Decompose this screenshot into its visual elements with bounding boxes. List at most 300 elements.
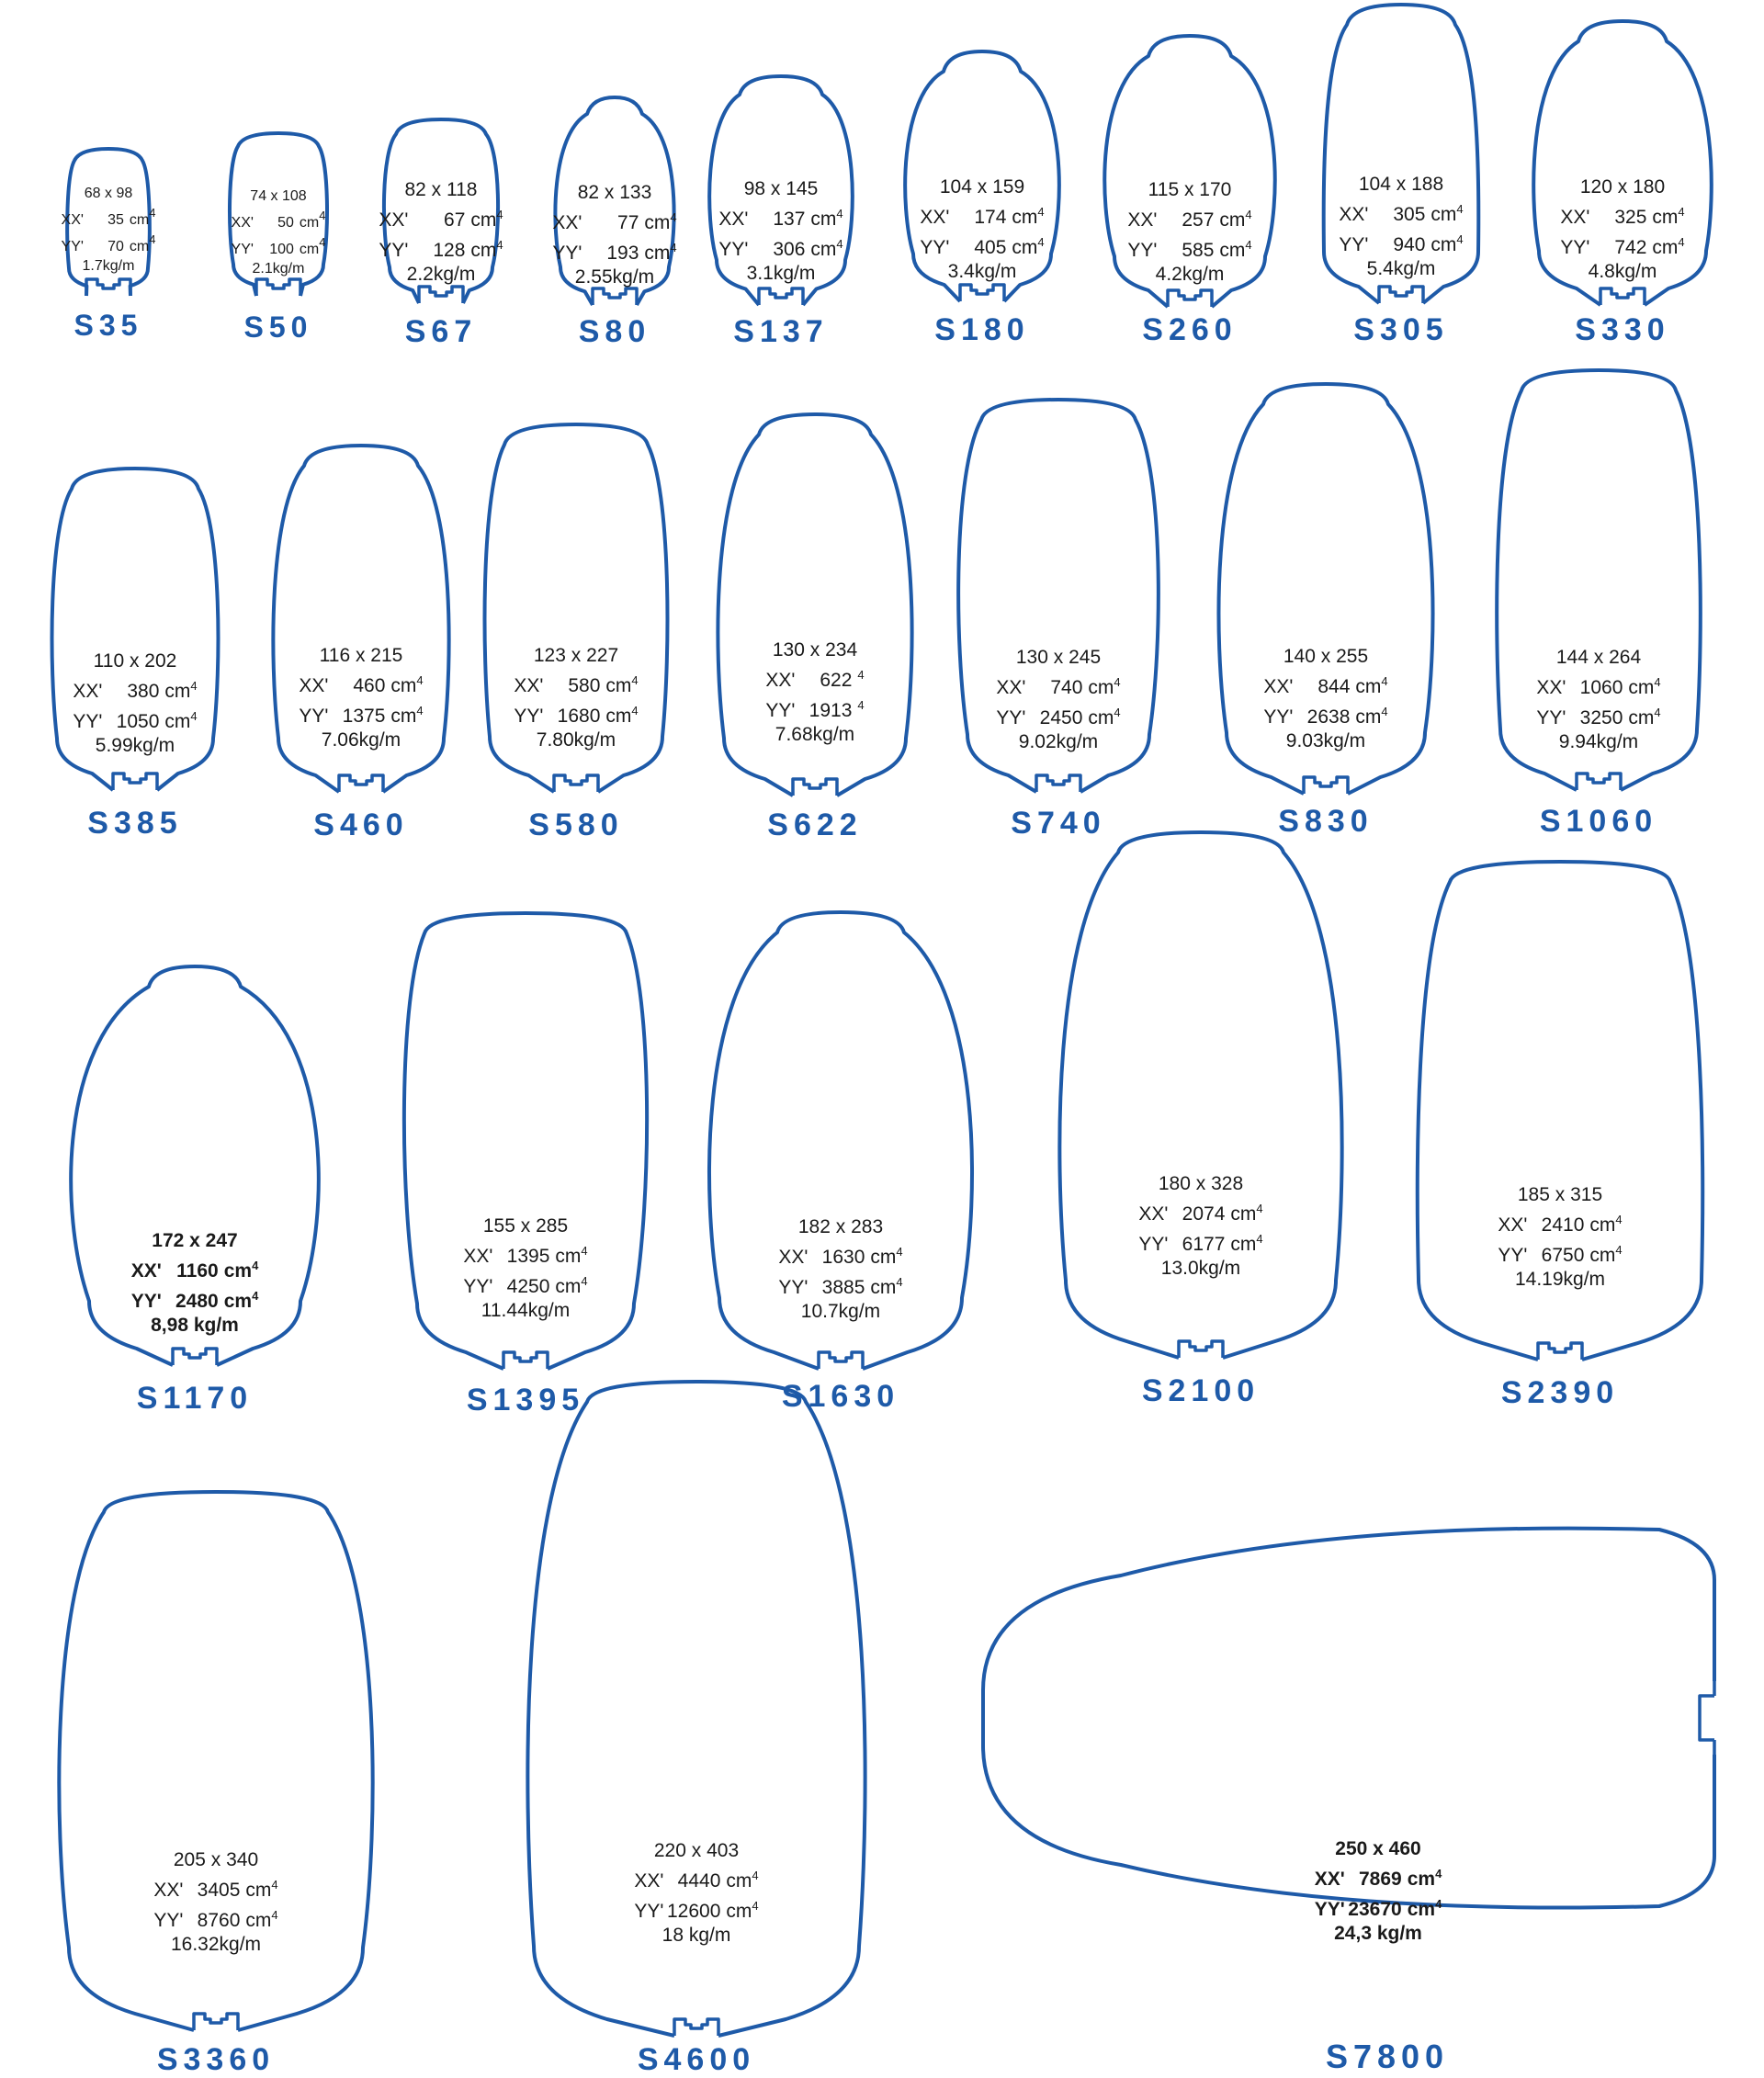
slot-tab: [173, 1349, 217, 1365]
yy-axis-label: YY': [718, 239, 749, 260]
slot-tab: [86, 279, 130, 296]
profile-code-label: S580: [528, 807, 624, 842]
xx-moment-value: 3405: [197, 1880, 241, 1901]
xx-axis-label: XX': [1263, 676, 1294, 697]
xx-axis-label: XX': [231, 215, 254, 231]
yy-axis-label: YY': [1536, 707, 1566, 728]
yy-moment-row: [1488, 700, 1709, 730]
profile-spec-block: [1291, 173, 1511, 281]
profile-code-label: S1170: [136, 1381, 254, 1416]
profile-dimensions: 116 x 215: [319, 645, 403, 666]
profile-code-label: S3360: [156, 2042, 276, 2077]
yy-axis-label: YY': [1339, 234, 1369, 255]
unit-label: $cm^4$: [1088, 706, 1121, 728]
unit-label: $cm^4$: [1230, 1232, 1263, 1255]
xx-moment-value: 380: [127, 681, 160, 702]
yy-axis-label: YY': [996, 707, 1026, 728]
xx-axis-label: XX': [1138, 1203, 1169, 1225]
yy-axis-label: YY': [778, 1277, 808, 1298]
profile-weight: 11.44kg/m: [481, 1300, 571, 1321]
unit-label: $cm^4$: [223, 1259, 259, 1282]
xx-moment-value: 7869: [1358, 1869, 1402, 1890]
xx-moment-row: [1488, 670, 1709, 700]
unit-label: $cm^4$: [555, 1274, 588, 1297]
profile-weight: 3.1kg/m: [746, 263, 816, 284]
yy-axis-label: YY': [1138, 1234, 1169, 1255]
xx-moment-value: 50: [277, 215, 294, 231]
yy-axis-label: YY': [299, 706, 329, 727]
yy-axis-label: YY': [61, 239, 84, 254]
profile-code-label: S67: [404, 314, 478, 349]
profile-weight: 8,98 kg/m: [151, 1315, 239, 1336]
profile-weight: 9.03kg/m: [1285, 730, 1366, 751]
profile-weight: 18 kg/m: [662, 1925, 731, 1946]
unit-label: $cm^4$: [1012, 205, 1045, 228]
profile-code-label: S2390: [1500, 1375, 1620, 1410]
profile-spec-block: [1450, 1183, 1670, 1292]
profile-spec-block: [872, 175, 1092, 284]
xx-axis-label: XX': [1127, 209, 1158, 231]
profile-dimensions: 180 x 328: [1158, 1173, 1244, 1194]
yy-moment-value: 3885: [821, 1277, 865, 1298]
profile-weight: 7.80kg/m: [536, 729, 616, 751]
profile-dimensions: 110 x 202: [93, 650, 177, 672]
profile-dimensions: 130 x 234: [772, 639, 858, 661]
xx-moment-row: [730, 1239, 951, 1270]
profile-code-label: S4600: [637, 2042, 756, 2077]
xx-axis-label: XX': [153, 1880, 184, 1901]
xx-moment-value: 844: [1317, 676, 1351, 697]
xx-moment-value: 1060: [1579, 677, 1623, 698]
yy-moment-value: 8760: [197, 1910, 241, 1931]
profile-weight: 2.2kg/m: [406, 264, 476, 285]
profile-spec-block: [730, 1215, 951, 1324]
slot-tab: [759, 288, 803, 305]
unit-label: $cm^4$: [605, 704, 639, 727]
xx-moment-value: 2410: [1541, 1214, 1585, 1236]
yy-moment-value: 6177: [1182, 1234, 1226, 1255]
xx-axis-label: XX': [920, 207, 950, 228]
slot-tab: [113, 774, 157, 790]
slot-tab: [194, 2014, 238, 2030]
yy-moment-row: [671, 232, 891, 262]
xx-axis-label: XX': [1536, 677, 1566, 698]
yy-axis-label: YY': [1314, 1899, 1345, 1920]
profile-dimensions: 144 x 264: [1555, 647, 1642, 668]
xx-axis-label: XX': [552, 212, 582, 233]
yy-moment-value: 6750: [1541, 1245, 1585, 1266]
yy-moment-row: [1450, 1237, 1670, 1268]
profile-dimensions: 104 x 188: [1358, 174, 1444, 195]
unit-label: $cm^4$: [1230, 1202, 1263, 1225]
yy-axis-label: YY': [463, 1276, 493, 1297]
yy-moment-row: [25, 704, 245, 734]
yy-moment-value: 742: [1614, 237, 1647, 258]
unit-label: $cm^4$: [555, 1244, 588, 1267]
unit-label: $cm^4$: [1430, 232, 1464, 255]
yy-axis-label: YY': [130, 1291, 162, 1312]
profile-code-label: S1060: [1539, 804, 1658, 839]
xx-moment-row: [1091, 1196, 1311, 1226]
xx-moment-value: 1395: [506, 1246, 550, 1267]
yy-axis-label: YY': [153, 1910, 184, 1931]
profile-spec-block: [251, 644, 471, 752]
slot-tab: [1168, 290, 1212, 307]
unit-label: $cm^4$: [1407, 1867, 1442, 1890]
profile-spec-block: [705, 638, 925, 747]
unit-label: $cm^4$: [1652, 235, 1685, 258]
unit-label: $cm^4$: [1219, 238, 1252, 261]
profile-dimensions: 74 x 108: [250, 188, 307, 204]
unit-label: $cm^4$: [644, 241, 677, 264]
profile-code-label: S35: [74, 309, 143, 342]
xx-moment-value: 77: [617, 212, 639, 233]
xx-axis-label: XX': [1314, 1869, 1345, 1890]
slot-tab: [1577, 774, 1621, 790]
unit-label: $cm^4$: [1355, 674, 1388, 697]
profile-code-label: S180: [934, 312, 1030, 347]
profile-spec-block: [1216, 645, 1436, 753]
profile-spec-block: [1268, 1837, 1488, 1946]
profile-dimensions: 130 x 245: [1015, 647, 1102, 668]
xx-axis-label: XX': [514, 675, 544, 696]
slot-tab: [674, 2019, 718, 2036]
xx-moment-value: 580: [568, 675, 601, 696]
profile-code-label: S2100: [1141, 1373, 1261, 1408]
profile-code-label: S1395: [466, 1383, 585, 1417]
unit-label: $cm^4$: [299, 235, 326, 257]
profile-spec-block: [466, 644, 686, 752]
slot-tab: [1179, 1341, 1223, 1358]
yy-moment-row: [872, 230, 1092, 260]
unit-label: $cm^4$: [299, 209, 326, 231]
yy-moment-row: [415, 1269, 636, 1299]
yy-moment-value: 23670: [1348, 1899, 1402, 1920]
profile-weight: 13.0kg/m: [1160, 1258, 1241, 1279]
unit-label: $cm^4$: [1589, 1243, 1623, 1266]
unit-label: $cm^4$: [1628, 706, 1661, 728]
xx-moment-row: [1216, 669, 1436, 699]
yy-moment-row: [705, 693, 925, 723]
profile-dimensions: 182 x 283: [797, 1216, 884, 1237]
slot-tab: [503, 1352, 548, 1369]
yy-moment-row: [466, 698, 686, 728]
xx-moment-value: 325: [1614, 207, 1647, 228]
profile-weight: 5.4kg/m: [1366, 258, 1436, 279]
yy-axis-label: YY': [765, 700, 796, 721]
xx-moment-value: 137: [773, 209, 806, 230]
profile-dimensions: 104 x 159: [939, 176, 1025, 198]
yy-moment-value: 1680: [557, 706, 601, 727]
slot-tab: [256, 279, 300, 296]
xx-axis-label: XX': [130, 1260, 162, 1282]
slot-tab: [419, 287, 463, 303]
profile-code-label: S830: [1278, 804, 1374, 839]
yy-moment-value: 128: [433, 240, 466, 261]
xx-moment-value: 305: [1393, 204, 1426, 225]
yy-moment-row: [586, 1893, 807, 1924]
slot-tab: [339, 775, 383, 792]
yy-moment-value: 940: [1393, 234, 1426, 255]
xx-moment-value: 1160: [176, 1260, 219, 1282]
xx-moment-row: [705, 662, 925, 693]
unit-label: $cm^4$: [1430, 202, 1464, 225]
unit-label: $cm^4$: [390, 673, 424, 696]
yy-moment-value: 3250: [1579, 707, 1623, 728]
yy-moment-value: 12600: [666, 1901, 721, 1922]
unit-label: $cm^4$: [129, 232, 156, 254]
unit-label: $cm^4$: [164, 679, 198, 702]
profile-weight: 4.2kg/m: [1155, 264, 1225, 285]
yy-moment-value: 585: [1182, 240, 1215, 261]
profile-spec-block: [586, 1839, 807, 1948]
yy-moment-value: 100: [269, 242, 294, 257]
xx-axis-label: XX': [73, 681, 103, 702]
profile-spec-block: [25, 649, 245, 758]
unit-label: $cm^4$: [129, 206, 156, 228]
yy-moment-row: [948, 700, 1169, 730]
yy-axis-label: YY': [231, 242, 254, 257]
xx-moment-row: [25, 673, 245, 704]
xx-moment-row: [251, 668, 471, 698]
yy-axis-label: YY': [1263, 706, 1294, 728]
xx-axis-label: XX': [61, 212, 84, 228]
profile-weight: 14.19kg/m: [1514, 1269, 1606, 1290]
unit-label: $cm^4$: [870, 1275, 903, 1298]
xx-axis-label: XX': [765, 670, 796, 691]
slot-tab: [1600, 288, 1645, 305]
profile-spec-block: [106, 1848, 326, 1957]
unit-label: $cm^4$: [1628, 675, 1661, 698]
profile-code-label: S330: [1575, 312, 1670, 347]
unit-label: $cm^4$: [223, 1289, 259, 1312]
yy-moment-value: 70: [107, 239, 124, 254]
profile-weight: 2.55kg/m: [574, 266, 655, 288]
xx-moment-row: [872, 199, 1092, 230]
xx-moment-row: [415, 1238, 636, 1269]
xx-axis-label: XX': [996, 677, 1026, 698]
profile-dimensions: 250 x 460: [1335, 1838, 1421, 1859]
profile-dimensions: 155 x 285: [482, 1215, 569, 1237]
profile-spec-block: [415, 1214, 636, 1323]
profile-code-label: S50: [243, 311, 313, 344]
xx-moment-value: 740: [1050, 677, 1083, 698]
profile-code-label: S7800: [1325, 2038, 1450, 2075]
profile-dimensions: 82 x 133: [577, 182, 652, 203]
unit-label: $cm^4$: [870, 1245, 903, 1268]
profile-code-label: S740: [1011, 806, 1106, 841]
slot-tab: [1538, 1343, 1582, 1360]
yy-axis-label: YY': [514, 706, 544, 727]
profile-dimensions: 82 x 118: [404, 179, 478, 200]
profile-code-label: S460: [313, 807, 409, 842]
slot-tab: [593, 288, 637, 305]
xx-moment-value: 622: [820, 670, 853, 691]
yy-moment-row: [1512, 230, 1733, 260]
slot-tab: [1379, 287, 1423, 303]
profile-weight: 24,3 kg/m: [1334, 1923, 1422, 1944]
profile-weight: 10.7kg/m: [800, 1301, 881, 1322]
xx-axis-label: XX': [299, 675, 329, 696]
profile-weight: 2.1kg/m: [252, 261, 305, 277]
unit-label: $cm^4$: [644, 210, 677, 233]
profile-weight: 5.99kg/m: [95, 735, 175, 756]
profile-code-label: S622: [767, 807, 863, 842]
profile-weight: 9.94kg/m: [1558, 731, 1639, 752]
profile-spec-block: [1080, 178, 1300, 287]
profile-spec-block: [1091, 1172, 1311, 1281]
yy-moment-value: 1050: [116, 711, 160, 732]
unit-label: 4: [857, 698, 865, 712]
profile-spec-block: [1488, 646, 1709, 754]
profile-weight: 1.7kg/m: [82, 258, 135, 274]
yy-axis-label: YY': [1498, 1245, 1528, 1266]
xx-axis-label: XX': [634, 1870, 664, 1892]
yy-moment-row: [730, 1270, 951, 1300]
unit-label: $cm^4$: [1652, 205, 1685, 228]
yy-moment-value: 1375: [342, 706, 386, 727]
yy-axis-label: YY': [634, 1901, 664, 1922]
yy-moment-value: 2450: [1039, 707, 1083, 728]
yy-moment-value: 405: [974, 237, 1007, 258]
profile-weight: 16.32kg/m: [170, 1934, 262, 1955]
xx-moment-row: [466, 668, 686, 698]
profile-spec-block: [1512, 175, 1733, 284]
xx-moment-value: 35: [107, 212, 124, 228]
xx-moment-row: [1268, 1861, 1488, 1892]
unit-label: $cm^4$: [245, 1908, 278, 1931]
xx-axis-label: XX': [463, 1246, 493, 1267]
unit-label: 4: [857, 668, 865, 682]
xx-moment-row: [1291, 197, 1511, 227]
yy-moment-value: 193: [606, 243, 639, 264]
profile-code-label: S260: [1142, 312, 1238, 347]
unit-label: $cm^4$: [1088, 675, 1121, 698]
xx-moment-row: [671, 201, 891, 232]
xx-moment-value: 174: [974, 207, 1007, 228]
unit-label: $cm^4$: [726, 1899, 759, 1922]
xx-axis-label: XX': [379, 209, 409, 231]
yy-moment-value: 4250: [506, 1276, 550, 1297]
xx-moment-row: [1080, 202, 1300, 232]
yy-moment-value: 306: [773, 239, 806, 260]
unit-label: $cm^4$: [245, 1878, 278, 1901]
xx-moment-value: 2074: [1182, 1203, 1226, 1225]
unit-label: $cm^4$: [470, 238, 503, 261]
yy-moment-row: [1291, 227, 1511, 257]
xx-axis-label: XX': [1339, 204, 1369, 225]
unit-label: $cm^4$: [810, 237, 843, 260]
xx-axis-label: XX': [1498, 1214, 1528, 1236]
unit-label: $cm^4$: [1355, 705, 1388, 728]
profile-code-label: S137: [733, 314, 829, 349]
unit-label: $cm^4$: [1407, 1897, 1442, 1920]
slot-tab: [960, 285, 1004, 301]
profile-dimensions: 172 x 247: [152, 1230, 238, 1251]
yy-axis-label: YY': [552, 243, 582, 264]
profile-dimensions: 98 x 145: [743, 178, 819, 199]
xx-moment-value: 460: [353, 675, 386, 696]
profile-weight: 7.68kg/m: [775, 724, 855, 745]
profile-dimensions: 115 x 170: [1148, 179, 1232, 200]
yy-axis-label: YY': [379, 240, 409, 261]
profile-code-label: S385: [87, 806, 183, 841]
slot-tab: [554, 775, 598, 792]
unit-label: $cm^4$: [1012, 235, 1045, 258]
xx-moment-value: 1630: [821, 1247, 865, 1268]
xx-moment-value: 4440: [677, 1870, 721, 1892]
yy-axis-label: YY': [1127, 240, 1158, 261]
slot-tab: [1036, 775, 1080, 792]
xx-moment-value: 67: [444, 209, 466, 231]
profile-code-label: S305: [1353, 312, 1449, 347]
profile-dimensions: 205 x 340: [173, 1849, 259, 1870]
yy-moment-row: [85, 1283, 305, 1314]
profile-dimensions: 185 x 315: [1517, 1184, 1603, 1205]
slot-tab: [1700, 1681, 1714, 1755]
profile-dimensions: 140 x 255: [1283, 646, 1369, 667]
xx-axis-label: XX': [778, 1247, 808, 1268]
profile-weight: 7.06kg/m: [321, 729, 401, 751]
xx-axis-label: XX': [718, 209, 749, 230]
yy-moment-row: [1080, 232, 1300, 263]
slot-tab: [793, 779, 837, 796]
xx-moment-row: [106, 1872, 326, 1903]
profile-spec-block: [85, 1229, 305, 1338]
unit-label: $cm^4$: [1589, 1213, 1623, 1236]
slot-tab: [819, 1352, 863, 1369]
profile-dimensions: 120 x 180: [1579, 176, 1666, 198]
xx-moment-row: [948, 670, 1169, 700]
xx-moment-value: 257: [1182, 209, 1215, 231]
yy-moment-row: [106, 1903, 326, 1933]
profile-weight: 4.8kg/m: [1588, 261, 1657, 282]
unit-label: $cm^4$: [470, 208, 503, 231]
xx-moment-row: [586, 1863, 807, 1893]
unit-label: $cm^4$: [390, 704, 424, 727]
unit-label: $cm^4$: [810, 207, 843, 230]
profile-weight: 3.4kg/m: [947, 261, 1017, 282]
xx-moment-row: [85, 1253, 305, 1283]
slot-tab: [1304, 777, 1348, 794]
yy-moment-row: [1268, 1892, 1488, 1922]
yy-moment-row: [1091, 1226, 1311, 1257]
yy-axis-label: YY': [1560, 237, 1590, 258]
yy-moment-row: [1216, 699, 1436, 729]
profile-spec-block: [948, 646, 1169, 754]
yy-moment-value: 2480: [175, 1291, 219, 1312]
yy-axis-label: YY': [920, 237, 950, 258]
unit-label: $cm^4$: [726, 1869, 759, 1892]
yy-moment-row: [251, 698, 471, 728]
unit-label: $cm^4$: [1219, 208, 1252, 231]
profile-weight: 9.02kg/m: [1018, 731, 1099, 752]
profile-dimensions: 220 x 403: [653, 1840, 740, 1861]
xx-moment-row: [1450, 1207, 1670, 1237]
profile-dimensions: 68 x 98: [84, 186, 133, 201]
unit-label: $cm^4$: [605, 673, 639, 696]
xx-axis-label: XX': [1560, 207, 1590, 228]
yy-axis-label: YY': [73, 711, 103, 732]
profile-code-label: S80: [578, 314, 651, 349]
profile-dimensions: 123 x 227: [533, 645, 619, 666]
yy-moment-value: 2638: [1306, 706, 1351, 728]
xx-moment-row: [1512, 199, 1733, 230]
unit-label: $cm^4$: [164, 709, 198, 732]
profile-spec-block: [671, 177, 891, 286]
profile-code-label: S1630: [781, 1379, 900, 1414]
yy-moment-value: 1913: [808, 700, 853, 721]
